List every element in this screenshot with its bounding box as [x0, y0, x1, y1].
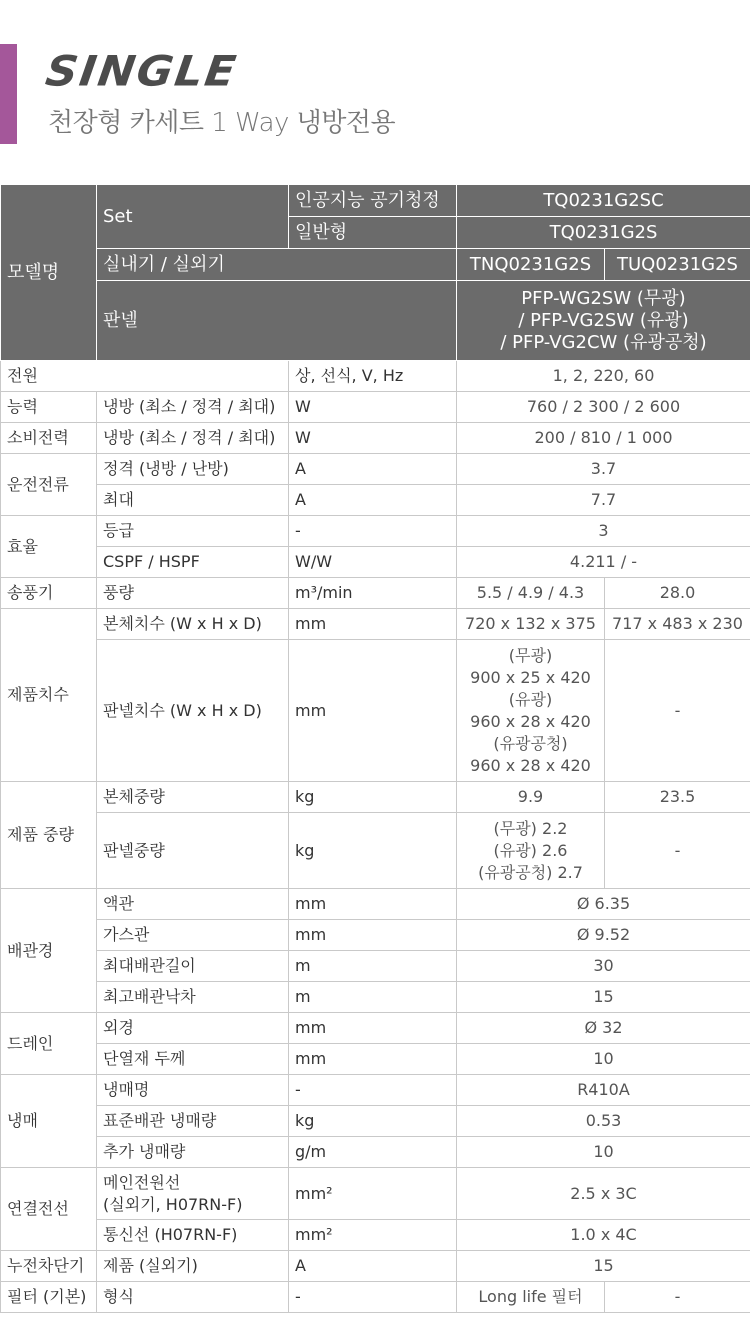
efficiency-cspf-item: CSPF / HSPF [97, 547, 289, 578]
current-max-value: 7.7 [457, 485, 750, 516]
piping-maxdrop-unit: m [289, 982, 457, 1013]
efficiency-cspf-value: 4.211 / - [457, 547, 750, 578]
piping-maxlen-unit: m [289, 951, 457, 982]
breaker-unit: A [289, 1251, 457, 1282]
weight-panel-item: 판넬중량 [97, 813, 289, 889]
current-max-item: 최대 [97, 485, 289, 516]
refrigerant-add-unit: g/m [289, 1137, 457, 1168]
current-rated-value: 3.7 [457, 454, 750, 485]
wiring-comm-item: 통신선 (H07RN-F) [97, 1220, 289, 1251]
ai-model-value: TQ0231G2SC [457, 185, 750, 217]
breaker-item: 제품 (실외기) [97, 1251, 289, 1282]
refrigerant-group: 냉매 [1, 1075, 97, 1168]
refrigerant-std-value: 0.53 [457, 1106, 750, 1137]
table-row [1, 1251, 750, 1282]
table-row [1, 281, 750, 361]
filter-indoor-value: Long life 필터 [457, 1282, 605, 1313]
page-title: SINGLE [42, 47, 241, 96]
table-row [1, 982, 750, 1013]
table-row [1, 578, 750, 609]
dimensions-panel-unit: mm [289, 640, 457, 782]
drain-od-item: 외경 [97, 1013, 289, 1044]
wiring-main-unit: mm² [289, 1168, 457, 1220]
refrigerant-std-unit: kg [289, 1106, 457, 1137]
table-row [1, 516, 750, 547]
dimensions-panel-indoor: (무광) 900 x 25 x 420 (유광) 960 x 28 x 420 (유광공청) 960 x 28 x 420 [457, 640, 605, 782]
table-row [1, 920, 750, 951]
current-rated-item: 정격 (냉방 / 난방) [97, 454, 289, 485]
table-row [1, 185, 750, 217]
page-subtitle: 천장형 카세트 1 Way 냉방전용 [48, 108, 396, 138]
weight-body-item: 본체중량 [97, 782, 289, 813]
refrigerant-std-item: 표준배관 냉매량 [97, 1106, 289, 1137]
dimensions-body-item: 본체치수 (W x H x D) [97, 609, 289, 640]
piping-liquid-value: Ø 6.35 [457, 889, 750, 920]
fan-indoor-value: 5.5 / 4.9 / 4.3 [457, 578, 605, 609]
table-row [1, 640, 750, 782]
piping-liquid-item: 액관 [97, 889, 289, 920]
capacity-item: 냉방 (최소 / 정격 / 최대) [97, 392, 289, 423]
general-label: 일반형 [289, 217, 457, 249]
dimensions-body-unit: mm [289, 609, 457, 640]
piping-liquid-unit: mm [289, 889, 457, 920]
filter-outdoor-value: - [605, 1282, 750, 1313]
table-row [1, 392, 750, 423]
table-row [1, 813, 750, 889]
weight-group: 제품 중량 [1, 782, 97, 889]
table-row [1, 1044, 750, 1075]
piping-maxlen-value: 30 [457, 951, 750, 982]
breaker-group: 누전차단기 [1, 1251, 97, 1282]
table-row [1, 1075, 750, 1106]
fan-unit: m³/min [289, 578, 457, 609]
fan-item: 풍량 [97, 578, 289, 609]
table-row [1, 423, 750, 454]
table-row [1, 1137, 750, 1168]
ai-label: 인공지능 공기청정 [289, 185, 457, 217]
drain-ins-item: 단열재 두께 [97, 1044, 289, 1075]
weight-body-indoor: 9.9 [457, 782, 605, 813]
capacity-unit: W [289, 392, 457, 423]
wiring-main-item: 메인전원선 (실외기, H07RN-F) [97, 1168, 289, 1220]
refrigerant-add-value: 10 [457, 1137, 750, 1168]
wiring-group: 연결전선 [1, 1168, 97, 1251]
power-group: 전원 [1, 361, 289, 392]
general-model-value: TQ0231G2S [457, 217, 750, 249]
table-row [1, 547, 750, 578]
filter-item: 형식 [97, 1282, 289, 1313]
piping-maxdrop-value: 15 [457, 982, 750, 1013]
drain-ins-unit: mm [289, 1044, 457, 1075]
current-rated-unit: A [289, 454, 457, 485]
piping-gas-item: 가스관 [97, 920, 289, 951]
piping-group: 배관경 [1, 889, 97, 1013]
efficiency-grade-unit: - [289, 516, 457, 547]
efficiency-group: 효율 [1, 516, 97, 578]
dimensions-panel-outdoor: - [605, 640, 750, 782]
refrigerant-name-value: R410A [457, 1075, 750, 1106]
consumption-value: 200 / 810 / 1 000 [457, 423, 750, 454]
table-row [1, 361, 750, 392]
table-row [1, 609, 750, 640]
breaker-value: 15 [457, 1251, 750, 1282]
capacity-value: 760 / 2 300 / 2 600 [457, 392, 750, 423]
table-row [1, 1106, 750, 1137]
table-row [1, 1282, 750, 1313]
indoor-outdoor-label: 실내기 / 실외기 [97, 249, 457, 281]
indoor-model: TNQ0231G2S [457, 249, 605, 281]
wiring-comm-unit: mm² [289, 1220, 457, 1251]
wiring-main-value: 2.5 x 3C [457, 1168, 750, 1220]
accent-bar [0, 44, 17, 144]
panel-label: 판넬 [97, 281, 457, 361]
piping-gas-value: Ø 9.52 [457, 920, 750, 951]
drain-od-value: Ø 32 [457, 1013, 750, 1044]
table-row [1, 782, 750, 813]
power-value: 1, 2, 220, 60 [457, 361, 750, 392]
outdoor-model: TUQ0231G2S [605, 249, 750, 281]
consumption-unit: W [289, 423, 457, 454]
filter-unit: - [289, 1282, 457, 1313]
weight-body-outdoor: 23.5 [605, 782, 750, 813]
table-row [1, 1013, 750, 1044]
set-label: Set [97, 185, 289, 249]
wiring-comm-value: 1.0 x 4C [457, 1220, 750, 1251]
current-group: 운전전류 [1, 454, 97, 516]
refrigerant-name-unit: - [289, 1075, 457, 1106]
efficiency-grade-item: 등급 [97, 516, 289, 547]
piping-maxlen-item: 최대배관길이 [97, 951, 289, 982]
table-row [1, 1220, 750, 1251]
fan-group: 송풍기 [1, 578, 97, 609]
refrigerant-add-item: 추가 냉매량 [97, 1137, 289, 1168]
panel-models: PFP-WG2SW (무광) / PFP-VG2SW (유광) / PFP-VG2CW (유광공청) [457, 281, 750, 361]
drain-od-unit: mm [289, 1013, 457, 1044]
fan-outdoor-value: 28.0 [605, 578, 750, 609]
weight-panel-unit: kg [289, 813, 457, 889]
table-row [1, 889, 750, 920]
drain-group: 드레인 [1, 1013, 97, 1075]
spec-table [0, 184, 750, 1313]
table-row [1, 1168, 750, 1220]
table-row [1, 454, 750, 485]
capacity-group: 능력 [1, 392, 97, 423]
table-row [1, 249, 750, 281]
dimensions-panel-item: 판넬치수 (W x H x D) [97, 640, 289, 782]
piping-maxdrop-item: 최고배관낙차 [97, 982, 289, 1013]
dimensions-body-outdoor: 717 x 483 x 230 [605, 609, 750, 640]
current-max-unit: A [289, 485, 457, 516]
piping-gas-unit: mm [289, 920, 457, 951]
table-row [1, 951, 750, 982]
model-label: 모델명 [1, 185, 97, 361]
weight-panel-indoor: (무광) 2.2 (유광) 2.6 (유광공청) 2.7 [457, 813, 605, 889]
consumption-item: 냉방 (최소 / 정격 / 최대) [97, 423, 289, 454]
dimensions-body-indoor: 720 x 132 x 375 [457, 609, 605, 640]
refrigerant-name-item: 냉매명 [97, 1075, 289, 1106]
weight-body-unit: kg [289, 782, 457, 813]
power-unit: 상, 선식, V, Hz [289, 361, 457, 392]
consumption-group: 소비전력 [1, 423, 97, 454]
table-row [1, 485, 750, 516]
dimensions-group: 제품치수 [1, 609, 97, 782]
drain-ins-value: 10 [457, 1044, 750, 1075]
efficiency-grade-value: 3 [457, 516, 750, 547]
efficiency-cspf-unit: W/W [289, 547, 457, 578]
filter-group: 필터 (기본) [1, 1282, 97, 1313]
weight-panel-outdoor: - [605, 813, 750, 889]
